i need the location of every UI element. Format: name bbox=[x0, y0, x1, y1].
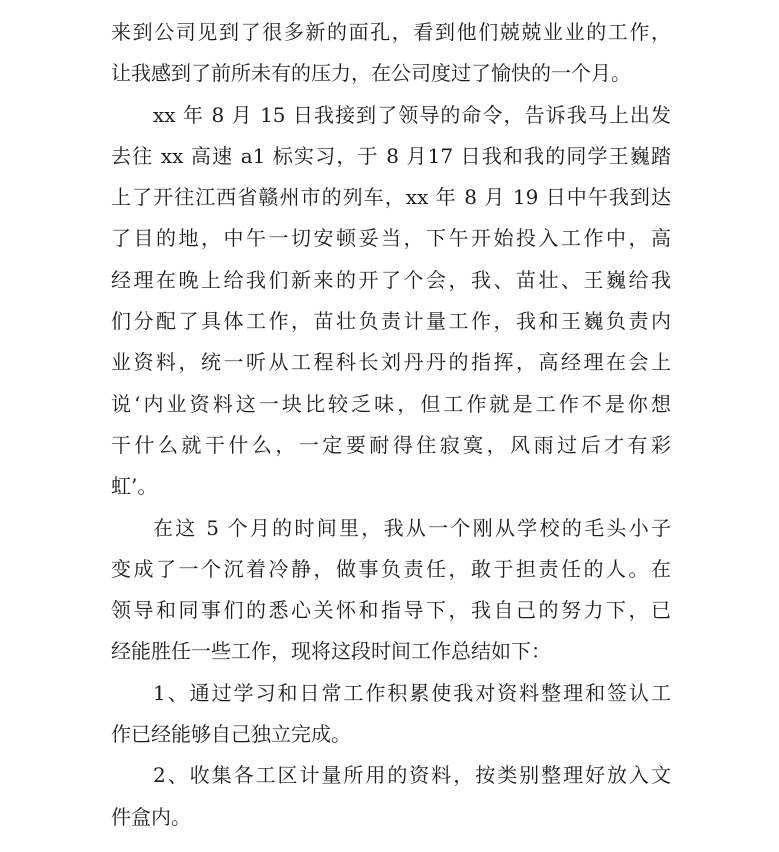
text-line: 件盒内。 bbox=[111, 804, 191, 829]
text-line: 作已经能够自己独立完成。 bbox=[111, 722, 351, 747]
document-body bbox=[111, 12, 671, 838]
paragraph-first-line: 在这 5 个月的时间里，我从一个刚从学校的毛头小子 bbox=[153, 515, 671, 540]
text-line: 虹’。 bbox=[111, 474, 158, 499]
text-line: 们分配了具体工作，苗壮负责计量工作，我和王巍负责内 bbox=[111, 309, 671, 334]
text-line: 领导和同事们的悉心关怀和指导下，我自己的努力下，已 bbox=[111, 598, 671, 623]
list-item-first-line: 2、收集各工区计量所用的资料，按类别整理好放入文 bbox=[153, 763, 671, 788]
text-line: 经能胜任一些工作，现将这段时间工作总结如下： bbox=[111, 639, 551, 664]
text-line: 让我感到了前所未有的压力，在公司度过了愉快的一个月。 bbox=[111, 61, 631, 86]
text-line: 了目的地，中午一切安顿妥当，下午开始投入工作中，高 bbox=[111, 226, 671, 251]
text-line: 变成了一个沉着冷静，做事负责任，敢于担责任的人。在 bbox=[111, 556, 671, 581]
text-line: 上了开往江西省赣州市的列车，xx 年 8 月 19 日中午我到达 bbox=[111, 185, 671, 210]
text-line: 来到公司见到了很多新的面孔，看到他们兢兢业业的工作， bbox=[111, 20, 671, 44]
text-line: 业资料，统一听从工程科长刘丹丹的指挥，高经理在会上 bbox=[111, 350, 671, 375]
text-line: 干什么就干什么，一定要耐得住寂寞，风雨过后才有彩 bbox=[111, 432, 671, 457]
list-item-first-line: 1、通过学习和日常工作积累使我对资料整理和签认工 bbox=[153, 680, 671, 705]
text-line: 经理在晚上给我们新来的开了个会，我、苗壮、王巍给我 bbox=[111, 267, 671, 292]
text-line: 去往 xx 高速 a1 标实习，于 8 月17 日我和我的同学王巍踏 bbox=[111, 143, 671, 168]
text-line: 说‘内业资料这一块比较乏味，但工作就是工作不是你想 bbox=[111, 391, 671, 416]
paragraph-first-line: xx 年 8 月 15 日我接到了领导的命令，告诉我马上出发 bbox=[153, 102, 671, 127]
